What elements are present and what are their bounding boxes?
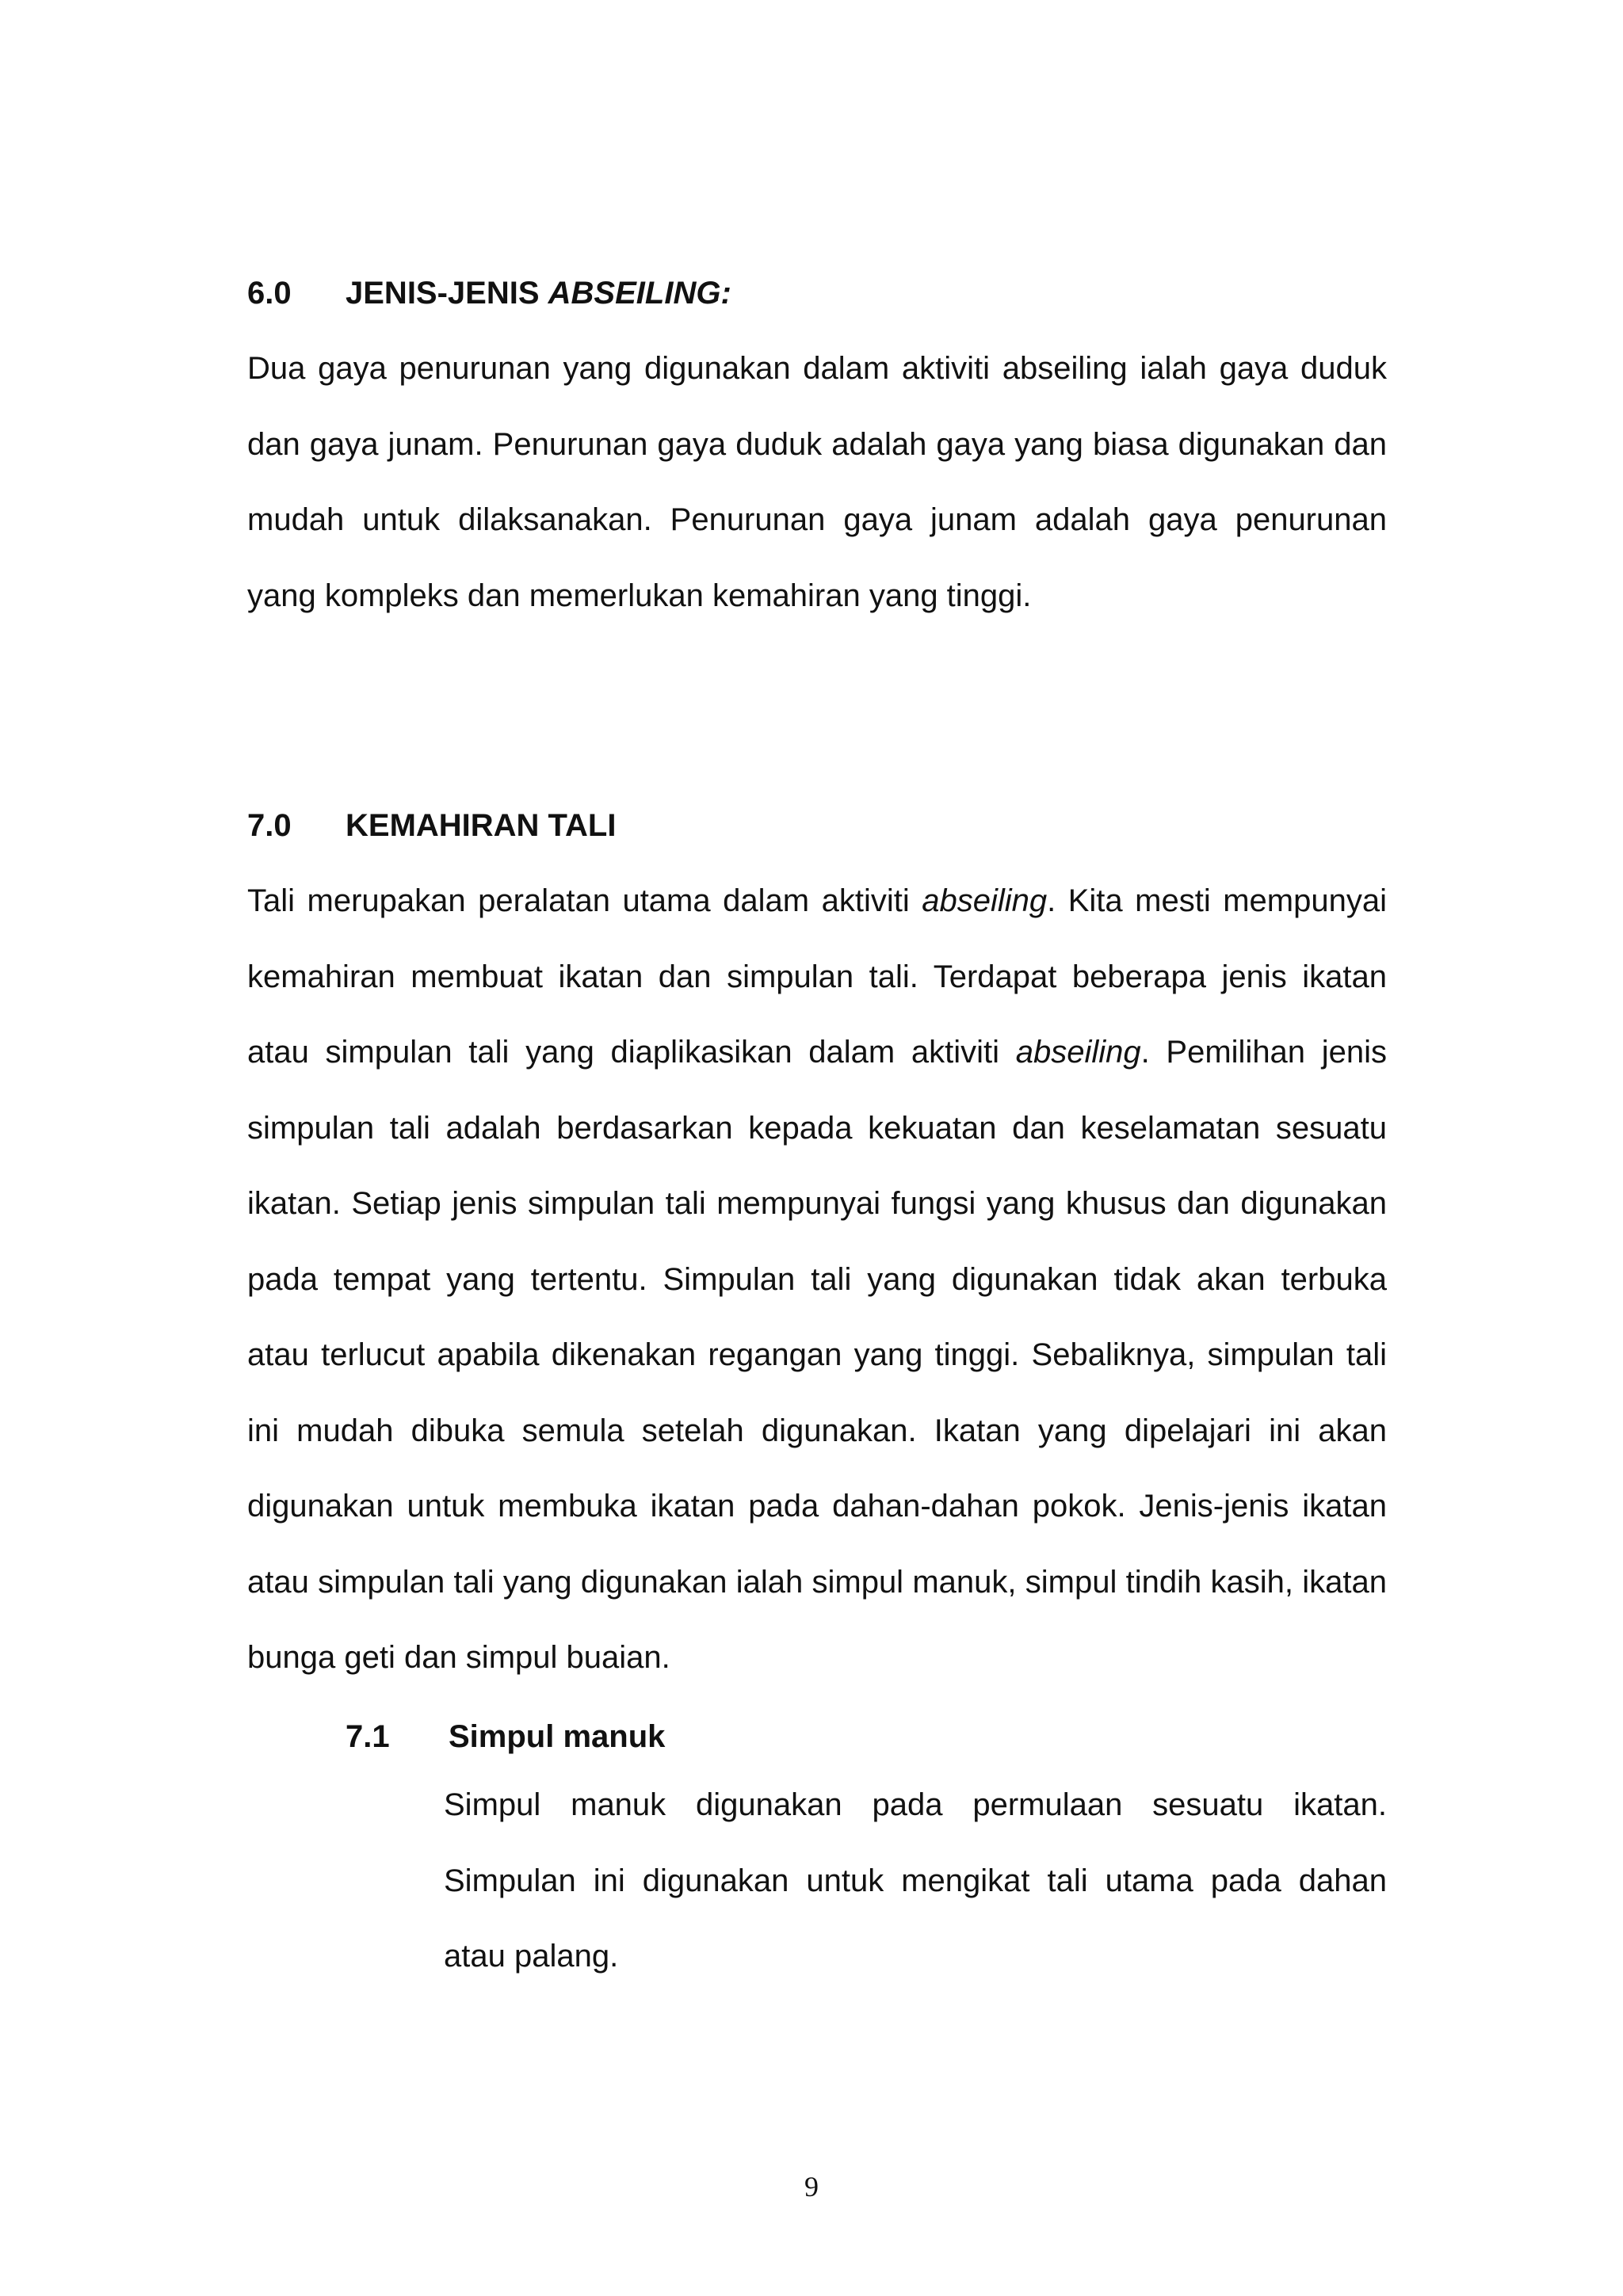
section-7-paragraph-part: . Pemilihan jenis simpulan tali adalah berdasarkan kepada kekuatan dan keselamatan sesuatu ikatan. Setiap jenis simpulan tali mempunyai fungsi yang khusus dan digunakan pada tempat yang tertentu. Simpulan tali yang digunakan tidak akan terbuka atau terlucut apabila dikenakan regangan yang tinggi. Sebaliknya, simpulan tali ini mudah dibuka semula setelah digunakan. Ikatan yang dipelajari ini akan digunakan untuk membuka ikatan pada dahan-dahan pokok. Jenis-jenis ikatan atau simpulan tali yang digunakan ialah simpul manuk, simpul tindih kasih, ikatan bunga geti dan simpul buaian.	[247, 1035, 1388, 1675]
section-7-paragraph-part: Tali merupakan peralatan utama dalam aktiviti	[247, 883, 922, 918]
section-7-1-paragraph: Simpul manuk digunakan pada permulaan sesuatu ikatan. Simpulan ini digunakan untuk mengikat tali utama pada dahan atau palang.	[444, 1787, 1387, 1974]
section-7-1-title: Simpul manuk	[449, 1719, 666, 1754]
section-7-paragraph	[247, 864, 1387, 1696]
section-7-paragraph-part: . Kita mesti mempunyai kemahiran membuat ikatan dan simpulan tali. Terdapat beberapa jenis ikatan atau simpulan tali yang diaplikasikan dalam aktiviti	[247, 883, 1387, 1070]
section-7-1-number: 7.1	[346, 1719, 390, 1754]
section-7-heading	[247, 810, 616, 841]
section-7-paragraph-italic: abseiling	[922, 883, 1048, 918]
section-7-title: KEMAHIRAN TALI	[346, 808, 617, 843]
section-6-heading	[247, 277, 731, 309]
section-6-title-italic: ABSEILING:	[548, 276, 731, 311]
section-7-paragraph-italic: abseiling	[1015, 1035, 1141, 1070]
section-6-paragraph: Dua gaya penurunan yang digunakan dalam aktiviti abseiling ialah gaya duduk dan gaya junam. Penurunan gaya duduk adalah gaya yang biasa digunakan dan mudah untuk dilaksanakan. Penurunan gaya junam adalah gaya penurunan yang kompleks dan memerlukan kemahiran yang tinggi.	[247, 351, 1387, 613]
section-7-number: 7.0	[247, 808, 292, 843]
section-7-1-heading	[346, 1721, 665, 1753]
section-6-title: JENIS-JENIS	[346, 276, 548, 311]
section-6-number: 6.0	[247, 276, 292, 311]
page-number: 9	[804, 2171, 819, 2203]
